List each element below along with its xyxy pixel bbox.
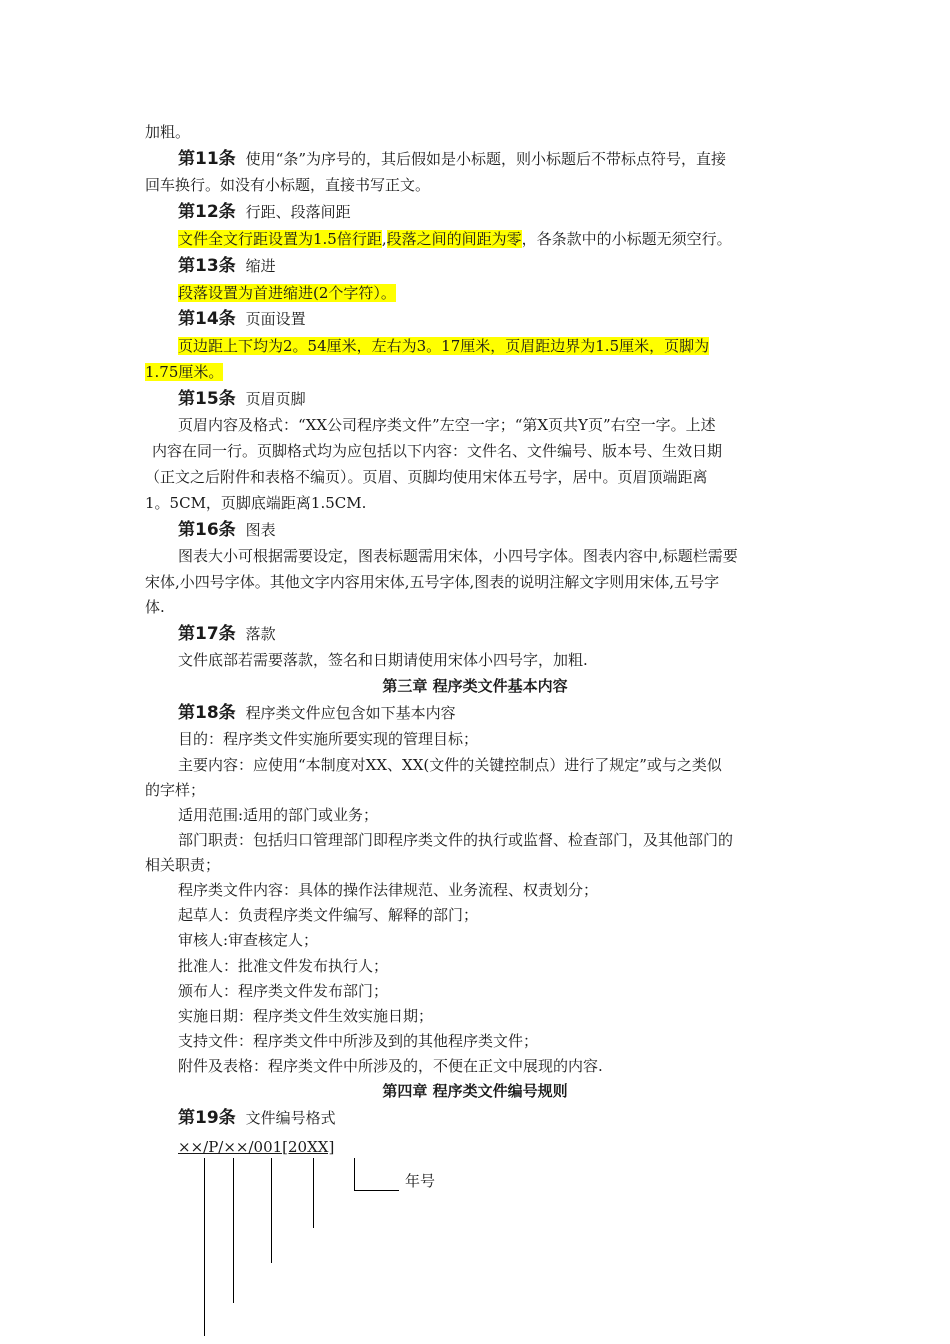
body-text: 颁布人：程序类文件发布部门； [178, 982, 389, 1000]
diagram-connector [354, 1158, 355, 1191]
article-12-body [178, 229, 732, 249]
body-text: 起草人：负责程序类文件编写、解释的部门； [178, 906, 479, 924]
body-text: 加粗。 [145, 123, 191, 141]
body-line [178, 546, 738, 566]
chapter-heading-3: 第三章 程序类文件基本内容 [382, 677, 568, 695]
body-text: 批准人：批准文件发布执行人； [178, 957, 389, 975]
highlight-text: 段落之间的间距为零 [386, 230, 522, 248]
body-line [145, 597, 165, 617]
body-line [178, 880, 598, 900]
body-text: 体. [145, 598, 165, 616]
body-text: 回车换行。如没有小标题，直接书写正文。 [145, 176, 431, 194]
body-line [178, 805, 378, 825]
article-title: 图表 [245, 521, 276, 539]
article-number: 第16条 [178, 520, 236, 540]
body-text: 内容在同一行。页脚格式均为应包括以下内容：文件名、文件编号、版本号、生效日期 [152, 442, 723, 460]
article-title: 程序类文件应包含如下基本内容 [245, 704, 456, 722]
body-line [145, 572, 719, 592]
highlight-text: 1.75厘米。 [145, 363, 224, 381]
highlight-text: 段落设置为首进缩进(2个字符）。 [178, 284, 396, 302]
body-text: 附件及表格：程序类文件中所涉及的，不便在正文中展现的内容. [178, 1057, 603, 1075]
article-title: 页面设置 [245, 310, 306, 328]
year-label: 年号 [405, 1172, 436, 1190]
body-line [178, 415, 716, 435]
highlight-text: 页边距上下均为2。54厘米，左右为3。17厘米，页眉距边界为1.5厘米，页脚为 [178, 337, 710, 355]
body-text: 目的：程序类文件实施所要实现的管理目标； [178, 730, 479, 748]
article-13-body [178, 283, 396, 303]
body-line [178, 650, 588, 670]
body-line [152, 441, 722, 461]
body-line [145, 855, 220, 875]
diagram-connector [271, 1158, 272, 1263]
article-title: 页眉页脚 [245, 390, 306, 408]
body-text: （正文之后附件和表格不编页）。页眉、页脚均使用宋体五号字，居中。页眉顶端距离 [145, 468, 708, 486]
body-line [178, 755, 722, 775]
article-number: 第12条 [178, 202, 236, 222]
body-line [178, 1031, 538, 1051]
body-line [178, 830, 733, 850]
body-line [178, 729, 478, 749]
body-text: 宋体,小四号字体。其他文字内容用宋体,五号字体,图表的说明注解文字则用宋体,五号字 [145, 573, 720, 591]
article-title: 落款 [245, 625, 276, 643]
chapter-heading-4: 第四章 程序类文件编号规则 [382, 1082, 568, 1100]
article-number: 第15条 [178, 389, 236, 409]
diagram-connector [354, 1190, 399, 1191]
article-number: 第19条 [178, 1108, 236, 1128]
body-line [178, 905, 478, 925]
article-number: 第13条 [178, 256, 236, 276]
article-number: 第17条 [178, 624, 236, 644]
body-line [145, 467, 708, 487]
body-line [145, 780, 205, 800]
body-text: 1。5CM，页脚底端距离1.5CM. [145, 494, 367, 512]
body-line [145, 175, 430, 195]
body-text: ，各条款中的小标题无须空行。 [521, 230, 732, 248]
body-line [178, 981, 388, 1001]
diagram-connector [233, 1158, 234, 1303]
article-heading [178, 202, 351, 222]
body-text: 文件底部若需要落款，签名和日期请使用宋体小四号字，加粗. [178, 651, 588, 669]
body-text: 支持文件：程序类文件中所涉及到的其他程序类文件； [178, 1032, 539, 1050]
article-number: 第18条 [178, 703, 236, 723]
diagram-connector [313, 1158, 314, 1228]
article-number: 第11条 [178, 149, 236, 169]
body-line [178, 1006, 433, 1026]
article-heading [178, 149, 726, 169]
article-title: 文件编号格式 [245, 1109, 336, 1127]
file-number-format: ××/P/××/001[20XX] [178, 1138, 335, 1156]
body-line [145, 122, 190, 142]
body-text: 部门职责：包括归口管理部门即程序类文件的执行或监督、检查部门，及其他部门的 [178, 831, 734, 849]
article-title: 使用“条”为序号的，其后假如是小标题，则小标题后不带标点符号，直接 [245, 150, 727, 168]
article-heading [178, 309, 306, 329]
body-text: 相关职责； [145, 856, 221, 874]
diagram-connector [204, 1158, 205, 1336]
body-text: 审核人:审查核定人； [178, 931, 319, 949]
article-title: 缩进 [245, 257, 276, 275]
article-number: 第14条 [178, 309, 236, 329]
article-heading [178, 624, 276, 644]
body-text: 适用范围:适用的部门或业务； [178, 806, 379, 824]
article-heading [178, 389, 306, 409]
article-heading [178, 1108, 336, 1128]
body-text: 图表大小可根据需要设定，图表标题需用宋体，小四号字体。图表内容中,标题栏需要 [178, 547, 738, 565]
body-line [145, 493, 366, 513]
body-line [178, 930, 318, 950]
highlight-text: 文件全文行距设置为1.5倍行距 [178, 230, 382, 248]
body-text: 的字样； [145, 781, 206, 799]
article-heading [178, 520, 276, 540]
body-line [178, 956, 388, 976]
body-text: 页眉内容及格式：“XX公司程序类文件”左空一字；“第X页共Y页”右空一字。上述 [178, 416, 716, 434]
body-line [178, 1056, 603, 1076]
separator-text: , [381, 230, 387, 248]
article-heading [178, 256, 276, 276]
article-14-body-line1 [178, 336, 709, 356]
body-text: 程序类文件内容：具体的操作法律规范、业务流程、权责划分； [178, 881, 599, 899]
article-heading [178, 703, 456, 723]
article-title: 行距、段落间距 [245, 203, 351, 221]
article-14-body-line2 [145, 362, 223, 382]
body-text: 主要内容：应使用“本制度对XX、XX(文件的关键控制点）进行了规定”或与之类似 [178, 756, 722, 774]
body-text: 实施日期：程序类文件生效实施日期； [178, 1007, 434, 1025]
